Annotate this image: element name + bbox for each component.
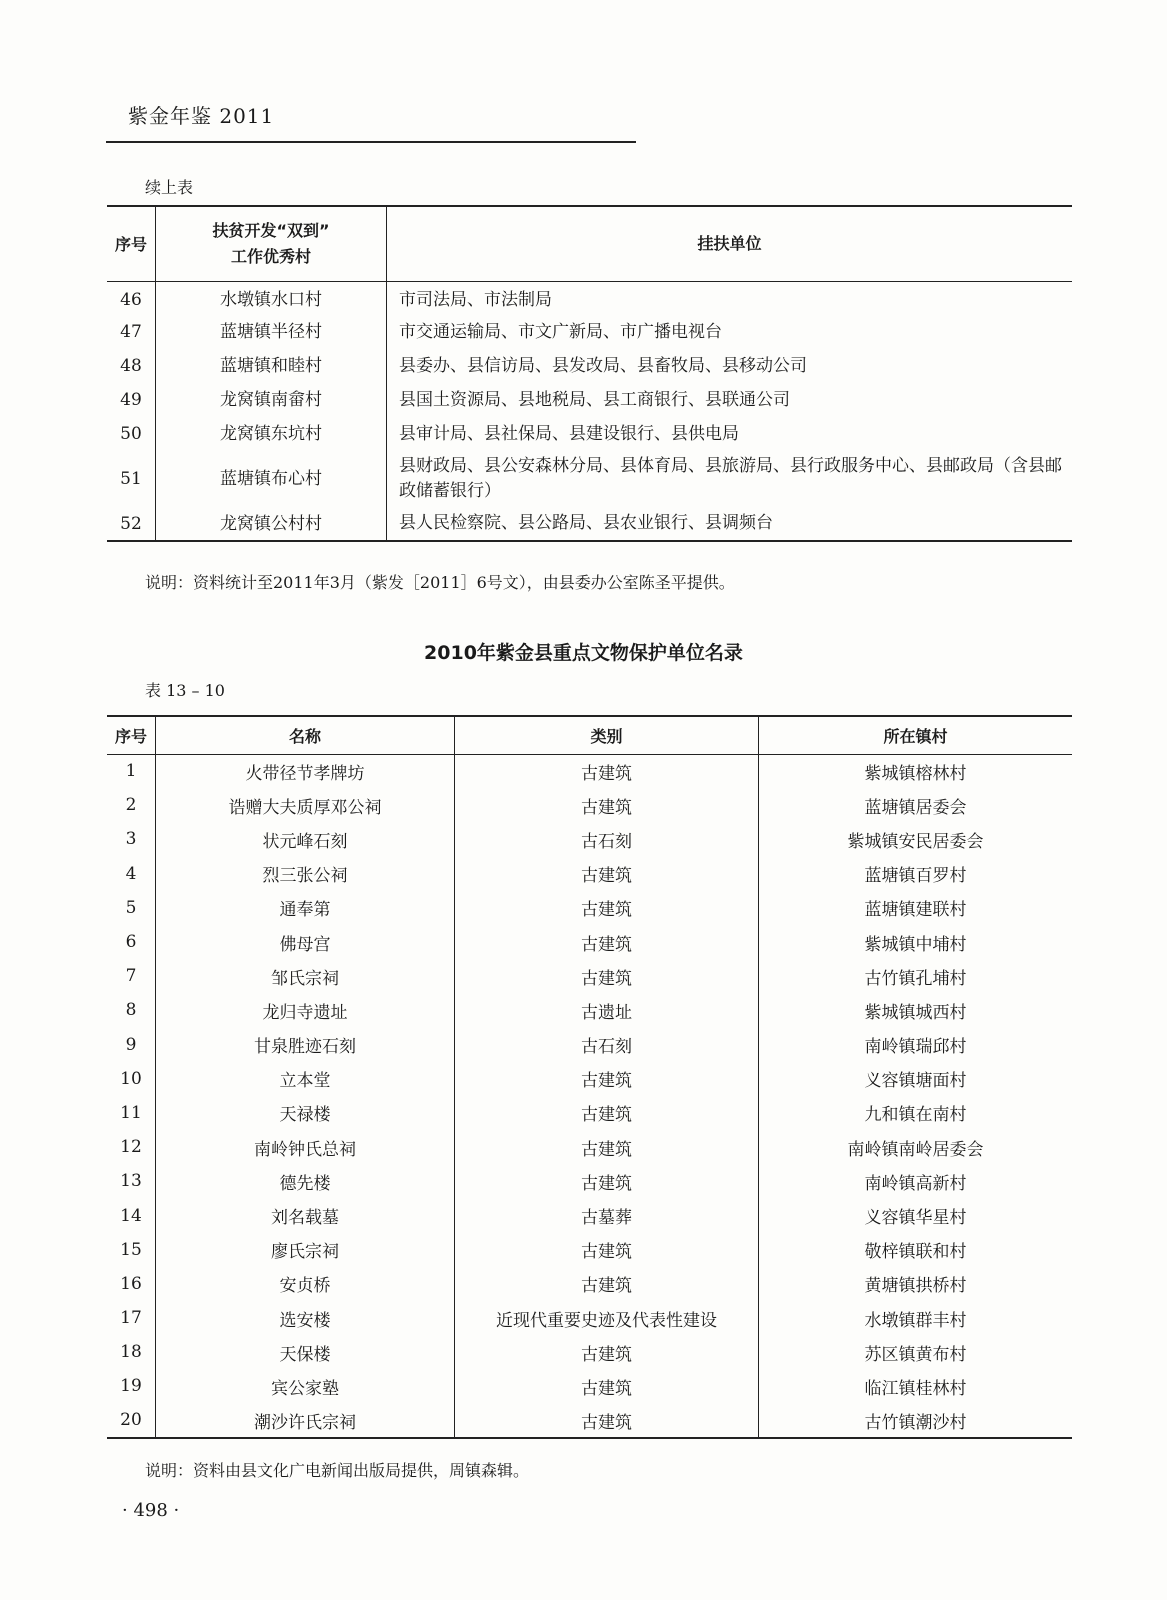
cell-category: 古建筑: [455, 1369, 759, 1403]
cell-category: 古建筑: [455, 1335, 759, 1369]
cell-name: 德先楼: [156, 1164, 455, 1198]
cell-name: 南岭钟氏总祠: [156, 1130, 455, 1164]
cell-no: 13: [107, 1164, 156, 1198]
cell-no: 14: [107, 1198, 156, 1232]
cell-no: 52: [107, 507, 156, 541]
header-no: 序号: [107, 206, 156, 281]
cell-village: 水墩镇水口村: [156, 281, 387, 315]
cell-location: 水墩镇群丰村: [864, 1310, 967, 1331]
cell-no: 51: [107, 451, 156, 507]
cell-no: 1: [107, 754, 156, 788]
table1-caption: 续上表: [145, 178, 194, 197]
table-row: [107, 1028, 1072, 1062]
cell-name: 诰赠大夫质厚邓公祠: [156, 788, 455, 822]
header-name: 名称: [156, 716, 455, 754]
table-row: [107, 1404, 1072, 1438]
header-units: 挂扶单位: [387, 206, 1073, 281]
cell-category: 古建筑: [455, 1130, 759, 1164]
cell-no: 50: [107, 417, 156, 451]
table-row: [107, 925, 1072, 959]
cell-location: 南岭镇高新村: [864, 1173, 967, 1194]
cell-no: 11: [107, 1096, 156, 1130]
cell-no: 20: [107, 1404, 156, 1438]
cell-no: 49: [107, 383, 156, 417]
cell-no: 4: [107, 857, 156, 891]
cell-category: 古墓葬: [455, 1198, 759, 1232]
table-row: [107, 1335, 1072, 1369]
table-row: [107, 822, 1072, 856]
header-village-line2: 工作优秀村: [230, 246, 311, 266]
cell-units: 县人民检察院、县公路局、县农业银行、县调频台: [399, 513, 773, 533]
cell-location: 紫城镇安民居委会: [847, 831, 984, 852]
table-row: [107, 1130, 1072, 1164]
cell-no: 16: [107, 1267, 156, 1301]
table-row: [107, 1301, 1072, 1335]
table-row: [107, 1062, 1072, 1096]
cell-no: 18: [107, 1335, 156, 1369]
cell-name: 宾公家塾: [156, 1369, 455, 1403]
cell-name: 火带径节孝牌坊: [156, 754, 455, 788]
cell-no: 2: [107, 788, 156, 822]
cell-location: 黄塘镇拱桥村: [864, 1276, 967, 1297]
cell-category: 古建筑: [455, 891, 759, 925]
cell-category: 古建筑: [455, 1404, 759, 1438]
table-row: [107, 417, 1072, 451]
cell-village: 蓝塘镇布心村: [156, 451, 387, 507]
cell-category: 古建筑: [455, 1062, 759, 1096]
table-header-row: [107, 206, 1072, 281]
cell-category: 古石刻: [455, 822, 759, 856]
cell-name: 刘名载墓: [156, 1198, 455, 1232]
cell-category: 古建筑: [455, 1267, 759, 1301]
cell-village: 龙窝镇南畲村: [156, 383, 387, 417]
table-row: [107, 993, 1072, 1027]
table-row: [107, 383, 1072, 417]
heritage-table-body: [107, 754, 1072, 1438]
cell-name: 安贞桥: [156, 1267, 455, 1301]
cell-name: 潮沙许氏宗祠: [156, 1404, 455, 1438]
table2-caption: 表 13 – 10: [145, 681, 225, 700]
cell-location: 古竹镇潮沙村: [864, 1412, 967, 1433]
cell-no: 12: [107, 1130, 156, 1164]
cell-name: 天禄楼: [156, 1096, 455, 1130]
cell-category: 古建筑: [455, 1164, 759, 1198]
cell-units: 县国土资源局、县地税局、县工商银行、县联通公司: [399, 389, 790, 410]
cell-name: 烈三张公祠: [156, 857, 455, 891]
table-row: [107, 891, 1072, 925]
cell-location: 南岭镇南岭居委会: [847, 1139, 984, 1160]
cell-no: 19: [107, 1369, 156, 1403]
cell-no: 5: [107, 891, 156, 925]
cell-category: 古遗址: [455, 993, 759, 1027]
cell-category: 古建筑: [455, 959, 759, 993]
cell-category: 古建筑: [455, 1096, 759, 1130]
table1-note: 说明：资料统计至2011年3月（紫发［2011］6号文），由县委办公室陈圣平提供。: [145, 573, 735, 592]
cell-no: 47: [107, 315, 156, 349]
cell-location: 蓝塘镇居委会: [864, 797, 967, 818]
section-title: 2010年紫金县重点文物保护单位名录: [424, 642, 743, 664]
cell-location: 临江镇桂林村: [864, 1378, 967, 1399]
cell-name: 天保楼: [156, 1335, 455, 1369]
table-row: [107, 451, 1072, 507]
table-row: [107, 315, 1072, 349]
cell-units: 县委办、县信访局、县发改局、县畜牧局、县移动公司: [399, 355, 807, 376]
cell-units: 市交通运输局、市文广新局、市广播电视台: [399, 321, 722, 342]
table-row: [107, 1164, 1072, 1198]
table-row: [107, 1369, 1072, 1403]
cell-units: 县审计局、县社保局、县建设银行、县供电局: [399, 423, 739, 444]
cell-location: 九和镇在南村: [864, 1105, 967, 1126]
header-rule: [106, 141, 636, 143]
table-row: [107, 857, 1072, 891]
header-village: [156, 206, 387, 281]
table-row: [107, 959, 1072, 993]
header-village-line1: 扶贫开发“双到”: [212, 220, 330, 240]
cell-location: 紫城镇城西村: [864, 1002, 967, 1023]
cell-name: 甘泉胜迹石刻: [156, 1028, 455, 1062]
table-row: [107, 1233, 1072, 1267]
cell-name: 立本堂: [156, 1062, 455, 1096]
table-row: [107, 1096, 1072, 1130]
cell-location: 南岭镇瑞邱村: [864, 1037, 967, 1058]
cell-category: 近现代重要史迹及代表性建设: [455, 1301, 759, 1335]
cell-location: 紫城镇榕林村: [864, 763, 967, 784]
cell-name: 状元峰石刻: [156, 822, 455, 856]
cell-village: 龙窝镇公村村: [156, 507, 387, 541]
cell-location: 蓝塘镇建联村: [864, 900, 967, 921]
heritage-sites-table: [107, 715, 1072, 1439]
cell-no: 8: [107, 993, 156, 1027]
cell-village: 龙窝镇东坑村: [156, 417, 387, 451]
cell-units: 县财政局、县公安森林分局、县体育局、县旅游局、县行政服务中心、县邮政局（含县邮政储蓄银行）: [399, 456, 1062, 501]
cell-no: 15: [107, 1233, 156, 1267]
header-category: 类别: [455, 716, 759, 754]
cell-location: 古竹镇孔埔村: [864, 968, 967, 989]
cell-category: 古建筑: [455, 1233, 759, 1267]
cell-no: 10: [107, 1062, 156, 1096]
table-row: [107, 507, 1072, 541]
cell-no: 6: [107, 925, 156, 959]
table-row: [107, 281, 1072, 315]
cell-category: 古建筑: [455, 857, 759, 891]
cell-name: 龙归寺遗址: [156, 993, 455, 1027]
cell-name: 廖氏宗祠: [156, 1233, 455, 1267]
cell-name: 通奉第: [156, 891, 455, 925]
cell-name: 邹氏宗祠: [156, 959, 455, 993]
cell-category: 古石刻: [455, 1028, 759, 1062]
cell-no: 17: [107, 1301, 156, 1335]
cell-no: 3: [107, 822, 156, 856]
cell-location: 紫城镇中埔村: [864, 934, 967, 955]
header-no: 序号: [107, 716, 156, 754]
running-head: 紫金年鉴 2011: [128, 104, 275, 128]
cell-name: 选安楼: [156, 1301, 455, 1335]
header-location: 所在镇村: [759, 716, 1073, 754]
table-row: [107, 1267, 1072, 1301]
cell-village: 蓝塘镇半径村: [156, 315, 387, 349]
cell-name: 佛母宫: [156, 925, 455, 959]
table-row: [107, 788, 1072, 822]
cell-location: 蓝塘镇百罗村: [864, 866, 967, 887]
cell-location: 义容镇华星村: [864, 1208, 967, 1229]
table-row: [107, 349, 1072, 383]
cell-village: 蓝塘镇和睦村: [156, 349, 387, 383]
cell-location: 义容镇塘面村: [864, 1071, 967, 1092]
cell-category: 古建筑: [455, 754, 759, 788]
cell-no: 48: [107, 349, 156, 383]
table-header-row: [107, 716, 1072, 754]
poverty-village-table: [107, 205, 1072, 542]
cell-units: 市司法局、市法制局: [399, 289, 552, 310]
cell-no: 9: [107, 1028, 156, 1062]
cell-category: 古建筑: [455, 925, 759, 959]
cell-location: 苏区镇黄布村: [864, 1344, 967, 1365]
table-row: [107, 1198, 1072, 1232]
table-row: [107, 754, 1072, 788]
page-number: · 498 ·: [122, 1500, 180, 1521]
cell-category: 古建筑: [455, 788, 759, 822]
table2-note: 说明：资料由县文化广电新闻出版局提供，周镇森辑。: [145, 1461, 530, 1480]
cell-no: 7: [107, 959, 156, 993]
cell-no: 46: [107, 281, 156, 315]
cell-location: 敬梓镇联和村: [864, 1242, 967, 1263]
